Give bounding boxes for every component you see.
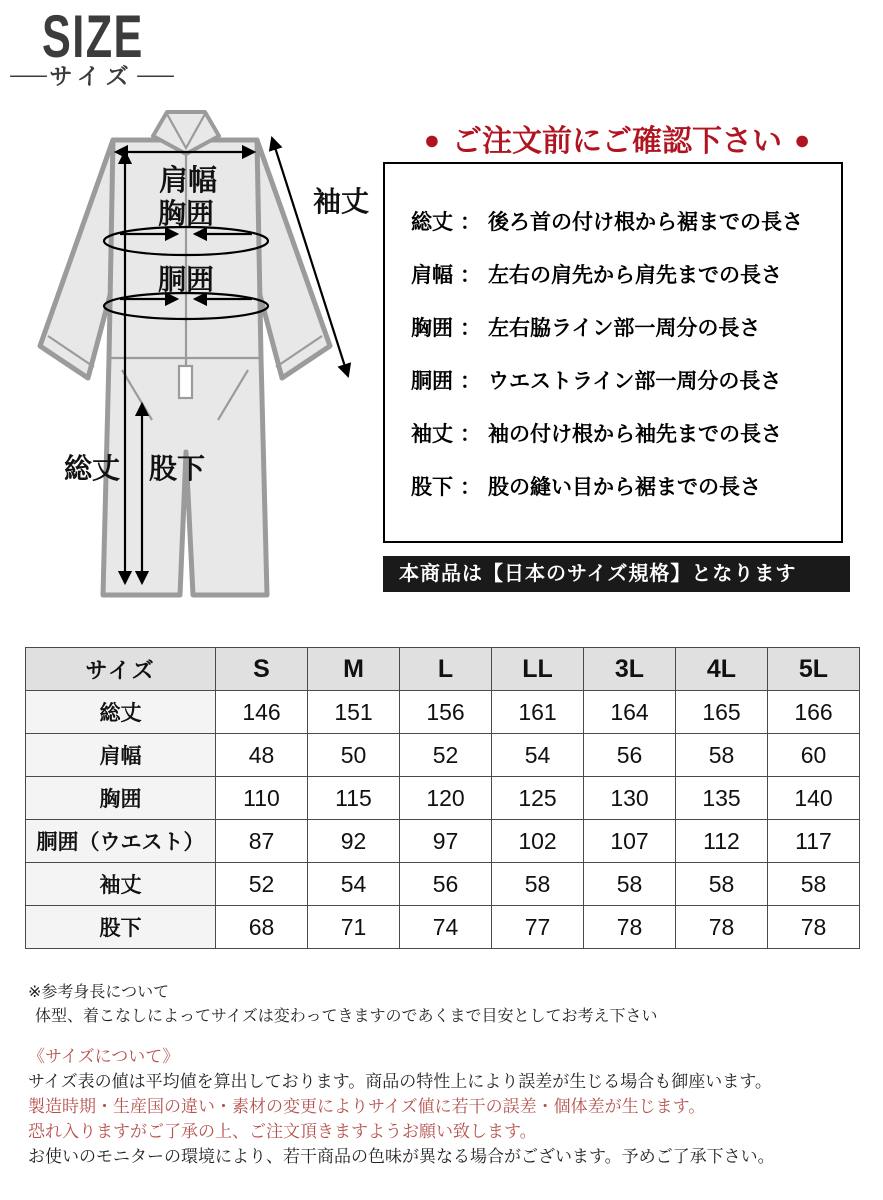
size-table [25, 647, 860, 949]
cell: 78 [584, 906, 676, 949]
cell: 107 [584, 820, 676, 863]
page-subtitle [2, 58, 182, 91]
table-header-col: L [400, 648, 492, 691]
subtitle-right-dash: ― [136, 61, 174, 87]
cell: 52 [400, 734, 492, 777]
row-label: 総丈 [26, 691, 216, 734]
table-row [26, 820, 860, 863]
definition-term: 袖丈 [411, 423, 453, 446]
cell: 140 [768, 777, 860, 820]
table-header-col: 3L [584, 648, 676, 691]
definition-term: 胸囲 [411, 317, 453, 340]
cell: 58 [676, 734, 768, 777]
cell: 87 [216, 820, 308, 863]
definition-separator: ： [460, 423, 481, 446]
table-header-col: 4L [676, 648, 768, 691]
diagram-label-chest: 胸囲 [157, 198, 215, 229]
cell: 58 [584, 863, 676, 906]
table-row [26, 734, 860, 777]
definition-desc: 袖の付け根から袖先までの長さ [488, 423, 782, 446]
diagram-label-inseam: 股下 [148, 453, 206, 484]
table-row [26, 863, 860, 906]
cell: 78 [676, 906, 768, 949]
diagram-label-shoulder: 肩幅 [158, 165, 218, 197]
cell: 156 [400, 691, 492, 734]
diagram-label-sleeve: 袖丈 [312, 186, 370, 217]
cell: 135 [676, 777, 768, 820]
note-line: お使いのモニターの環境により、若干商品の色味が異なる場合がございます。予めご了承下さい。 [28, 1147, 775, 1166]
cell: 115 [308, 777, 400, 820]
table-header-size: サイズ [26, 648, 216, 691]
definition-desc: ウエストライン部一周分の長さ [488, 370, 782, 393]
cell: 58 [676, 863, 768, 906]
table-header-col: LL [492, 648, 584, 691]
row-label: 肩幅 [26, 734, 216, 777]
cell: 130 [584, 777, 676, 820]
definition-separator: ： [460, 264, 481, 287]
cell: 56 [584, 734, 676, 777]
definition-desc: 左右脇ライン部一周分の長さ [488, 317, 761, 340]
definition-separator: ： [460, 211, 481, 234]
cell: 97 [400, 820, 492, 863]
note-size-heading: 《サイズについて》 [28, 1047, 180, 1066]
table-row [26, 906, 860, 949]
cell: 54 [492, 734, 584, 777]
definition-row [411, 418, 833, 448]
cell: 58 [768, 863, 860, 906]
definition-row [411, 471, 833, 501]
definition-term: 胴囲 [411, 370, 453, 393]
cell: 58 [492, 863, 584, 906]
cell: 120 [400, 777, 492, 820]
red-dot-icon: ● [794, 125, 811, 155]
subtitle-left-dash: ― [10, 61, 48, 87]
table-row [26, 691, 860, 734]
cell: 92 [308, 820, 400, 863]
note-line: サイズ表の値は平均値を算出しております。商品の特性上により誤差が生じる場合も御座います。 [28, 1072, 772, 1091]
definition-term: 総丈 [411, 211, 453, 234]
cell: 151 [308, 691, 400, 734]
definition-desc: 股の縫い目から裾までの長さ [488, 476, 761, 499]
row-label: 股下 [26, 906, 216, 949]
cell: 56 [400, 863, 492, 906]
cell: 110 [216, 777, 308, 820]
note-line: 恐れ入りますがご了承の上、ご注文頂きますようお願い致します。 [28, 1122, 537, 1141]
definition-desc: 後ろ首の付け根から裾までの長さ [488, 211, 803, 234]
definition-row [411, 259, 833, 289]
note-line: 体型、着こなしによってサイズは変わってきますのであくまで目安としてお考え下さい [35, 1008, 658, 1025]
cell: 74 [400, 906, 492, 949]
page-title: SIZE [42, 3, 144, 70]
cell: 71 [308, 906, 400, 949]
table-header-row [26, 648, 860, 691]
definition-desc: 左右の肩先から肩先までの長さ [488, 264, 782, 287]
cell: 161 [492, 691, 584, 734]
confirm-heading-text: ご注文前にご確認下さい [452, 125, 782, 158]
footnotes [28, 981, 775, 1169]
cell: 68 [216, 906, 308, 949]
diagram-label-waist: 胴囲 [157, 264, 215, 295]
cell: 117 [768, 820, 860, 863]
cell: 52 [216, 863, 308, 906]
cell: 125 [492, 777, 584, 820]
definition-row [411, 312, 833, 342]
definition-separator: ： [460, 317, 481, 340]
row-label: 胸囲 [26, 777, 216, 820]
cell: 60 [768, 734, 860, 777]
cell: 112 [676, 820, 768, 863]
cell: 50 [308, 734, 400, 777]
cell: 166 [768, 691, 860, 734]
subtitle-text: サイズ [49, 63, 135, 89]
table-row [26, 777, 860, 820]
note-line: ※参考身長について [28, 984, 170, 1001]
cell: 165 [676, 691, 768, 734]
cell: 78 [768, 906, 860, 949]
definition-row [411, 365, 833, 395]
table-header-col: S [216, 648, 308, 691]
cell: 54 [308, 863, 400, 906]
definition-term: 股下 [411, 476, 453, 499]
measurement-definitions-box [383, 162, 843, 543]
cell: 48 [216, 734, 308, 777]
row-label: 胴囲（ウエスト） [26, 820, 216, 863]
definition-separator: ： [460, 476, 481, 499]
definition-term: 肩幅 [411, 264, 453, 287]
cell: 146 [216, 691, 308, 734]
red-dot-icon: ● [423, 125, 440, 155]
table-header-col: 5L [768, 648, 860, 691]
definition-row [411, 206, 833, 236]
row-label: 袖丈 [26, 863, 216, 906]
cell: 77 [492, 906, 584, 949]
cell: 102 [492, 820, 584, 863]
japan-size-notice-bar: 本商品は【日本のサイズ規格】となります [383, 556, 850, 592]
table-header-col: M [308, 648, 400, 691]
cell: 164 [584, 691, 676, 734]
diagram-label-length: 総丈 [63, 453, 121, 484]
garment-measurement-diagram [30, 108, 390, 633]
note-line: 製造時期・生産国の違い・素材の変更によりサイズ値に若干の誤差・個体差が生じます。 [28, 1097, 706, 1116]
definition-separator: ： [460, 370, 481, 393]
confirm-heading [381, 116, 853, 160]
